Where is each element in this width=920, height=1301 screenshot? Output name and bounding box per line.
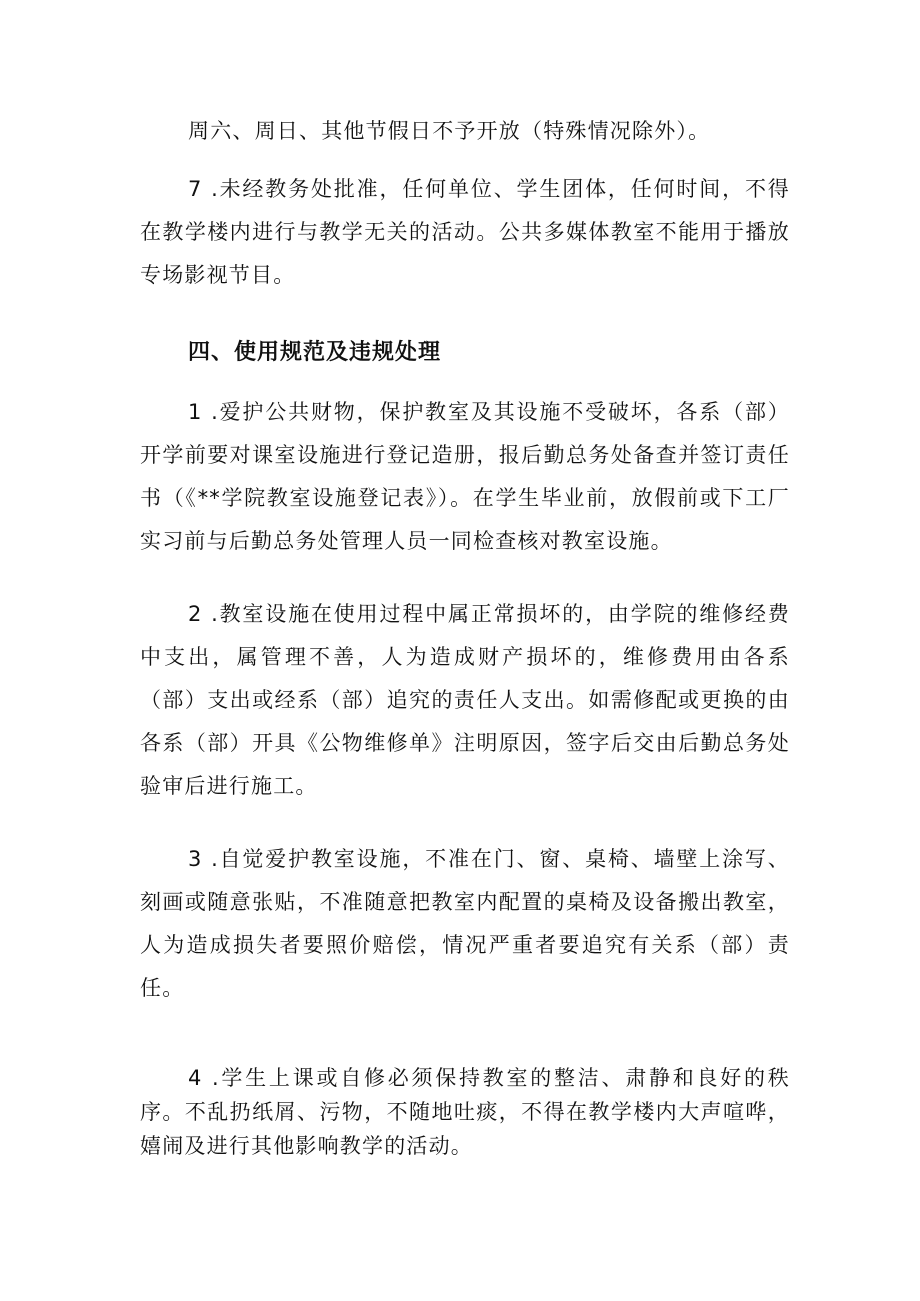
- paragraph-rule-3: 3 .自觉爱护教室设施，不准在门、窗、桌椅、墙壁上涂写、刻画或随意张贴，不准随意把教室内配置的桌椅及设备搬出教室，人为造成损失者要照价赔偿，情况严重者要追究有关系（部）责任。: [140, 847, 790, 1000]
- paragraph-weekend-closure: 周六、周日、其他节假日不予开放（特殊情况除外）。: [188, 119, 711, 143]
- paragraph-rule-7: 7 .未经教务处批准，任何单位、学生团体，任何时间，不得在教学楼内进行与教学无关的活动。公共多媒体教室不能用于播放专场影视节目。: [140, 177, 790, 287]
- paragraph-rule-4: 4 .学生上课或自修必须保持教室的整洁、肃静和良好的秩序。不乱扔纸屑、污物，不随地吐痰，不得在教学楼内大声喧哗，嬉闹及进行其他影响教学的活动。: [140, 1066, 790, 1158]
- section-heading: 四、使用规范及违规处理: [188, 340, 442, 365]
- paragraph-rule-2: 2 .教室设施在使用过程中属正常损坏的，由学院的维修经费中支出，属管理不善，人为造成财产损坏的，维修费用由各系（部）支出或经系（部）追究的责任人支出。如需修配或更换的由各系（部）开具《公物维修单》注明原因，签字后交由后勤总务处验审后进行施工。: [140, 602, 790, 798]
- paragraph-rule-1: 1 .爱护公共财物，保护教室及其设施不受破坏，各系（部）开学前要对课室设施进行登记造册，报后勤总务处备查并签订责任书（《**学院教室设施登记表》）。在学生毕业前，放假前或下工厂实习前与后勤总务处管理人员一同检查核对教室设施。: [140, 400, 790, 553]
